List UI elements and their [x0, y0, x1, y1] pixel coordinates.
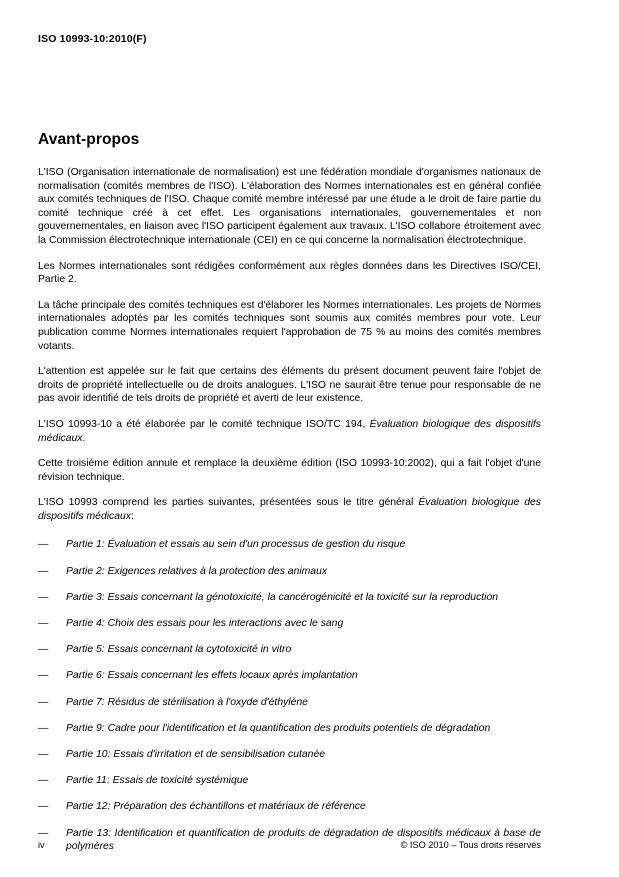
em-dash-bullet-icon: — — [38, 644, 49, 656]
list-item — [38, 696, 541, 710]
page-content — [38, 131, 541, 854]
em-dash-bullet-icon: — — [38, 801, 49, 813]
em-dash-bullet-icon: — — [38, 591, 49, 603]
list-item — [38, 617, 541, 631]
em-dash-bullet-icon: — — [38, 722, 49, 734]
list-item-label: Partie 11: Essais de toxicité systémique — [66, 775, 249, 787]
list-item — [38, 722, 541, 736]
em-dash-bullet-icon: — — [38, 827, 49, 839]
paragraph-5 — [38, 418, 541, 445]
em-dash-bullet-icon: — — [38, 748, 49, 760]
list-item-label: Partie 13: Identification et quantification de produits de dégradation de dispositifs médicaux à base de polymères — [66, 827, 541, 853]
paragraph-7-lead: L'ISO 10993 comprend les parties suivantes, présentées sous le titre général — [38, 497, 419, 509]
em-dash-bullet-icon: — — [38, 539, 49, 551]
list-item-label: Partie 7: Résidus de stérilisation à l'oxyde d'éthylène — [66, 696, 308, 708]
em-dash-bullet-icon: — — [38, 618, 49, 630]
list-item — [38, 669, 541, 683]
em-dash-bullet-icon: — — [38, 696, 49, 708]
list-item-label: Partie 2: Exigences relatives à la protection des animaux — [66, 565, 328, 577]
list-item — [38, 643, 541, 657]
list-item-label: Partie 1: Évaluation et essais au sein d'un processus de gestion du risque — [66, 539, 406, 551]
list-item — [38, 800, 541, 814]
list-item — [38, 748, 541, 762]
paragraph-1: L'ISO (Organisation internationale de normalisation) est une fédération mondiale d'organismes nationaux de normalisation (comités membres de l'ISO). L'élaboration des Normes internationales est en général confiée aux comités techniques de l'ISO. Chaque comité membre intéressé par une étude a le droit de faire partie du comité technique créé à cet effet. Les organisations internationales, gouvernementales et non gouvernementales, en liaison avec l'ISO participent également aux travaux. L'ISO collabore étroitement avec la Commission électrotechnique internationale (CEI) en ce qui concerne la normalisation électrotechnique. — [38, 167, 541, 246]
copyright-notice: © ISO 2010 – Tous droits réservés — [400, 840, 541, 850]
em-dash-bullet-icon: — — [38, 670, 49, 682]
list-item-label: Partie 9: Cadre pour l'identification et la quantification des produits potentiels de dégradation — [66, 722, 491, 734]
list-item-label: Partie 5: Essais concernant la cytotoxicité in vitro — [66, 644, 292, 656]
paragraph-2: Les Normes internationales sont rédigées conformément aux règles données dans les Directives ISO/CEI, Partie 2. — [38, 260, 541, 286]
paragraph-4: L'attention est appelée sur le fait que certains des éléments du présent document peuvent faire l'objet de droits de propriété intellectuelle ou de droits analogues. L'ISO ne saurait être tenue pour responsable de ne pas avoir identifié de tels droits de propriété et averti de leur existence. — [38, 366, 541, 405]
parts-list — [38, 538, 541, 853]
page-number: iv — [38, 840, 45, 850]
paragraph-6: Cette troisième édition annule et remplace la deuxième édition (ISO 10993-10:2002), qui a fait l'objet d'une révision technique. — [38, 458, 541, 483]
page-title: Avant-propos — [38, 131, 140, 148]
list-item — [38, 591, 541, 605]
paragraph-5-lead: L'ISO 10993-10 a été élaborée par le comité technique ISO/TC 194, — [38, 418, 370, 430]
list-item-label: Partie 12: Préparation des échantillons et matériaux de référence — [66, 801, 366, 813]
list-item — [38, 565, 541, 579]
list-item — [38, 774, 541, 788]
list-item-label: Partie 6: Essais concernant les effets locaux après implantation — [66, 670, 358, 682]
list-item — [38, 538, 541, 552]
list-item-label: Partie 3: Essais concernant la génotoxicité, la cancérogénicité et la toxicité sur la reproduction — [66, 591, 499, 603]
em-dash-bullet-icon: — — [38, 565, 49, 577]
paragraph-7-italic-title: Évaluation biologique des dispositifs médicaux — [38, 497, 541, 522]
paragraph-7 — [38, 496, 541, 523]
paragraph-3: La tâche principale des comités techniques est d'élaborer les Normes internationales. Les projets de Normes internationales adoptés par les comités techniques sont soumis aux comités membres pour vote. Leur publication comme Normes internationales requiert l'approbation de 75 % au moins des comités membres votants. — [38, 299, 541, 352]
paragraph-7-tail: : — [130, 510, 134, 522]
paragraph-5-italic-title: Évaluation biologique des dispositifs médicaux — [38, 418, 541, 444]
running-head: ISO 10993-10:2010(F) — [38, 33, 147, 45]
list-item-label: Partie 4: Choix des essais pour les interactions avec le sang — [66, 618, 344, 630]
page-footer — [38, 840, 541, 850]
list-item-label: Partie 10: Essais d'irritation et de sensibilisation cutanée — [66, 748, 326, 760]
em-dash-bullet-icon: — — [38, 775, 49, 787]
paragraph-5-tail: . — [82, 432, 86, 444]
